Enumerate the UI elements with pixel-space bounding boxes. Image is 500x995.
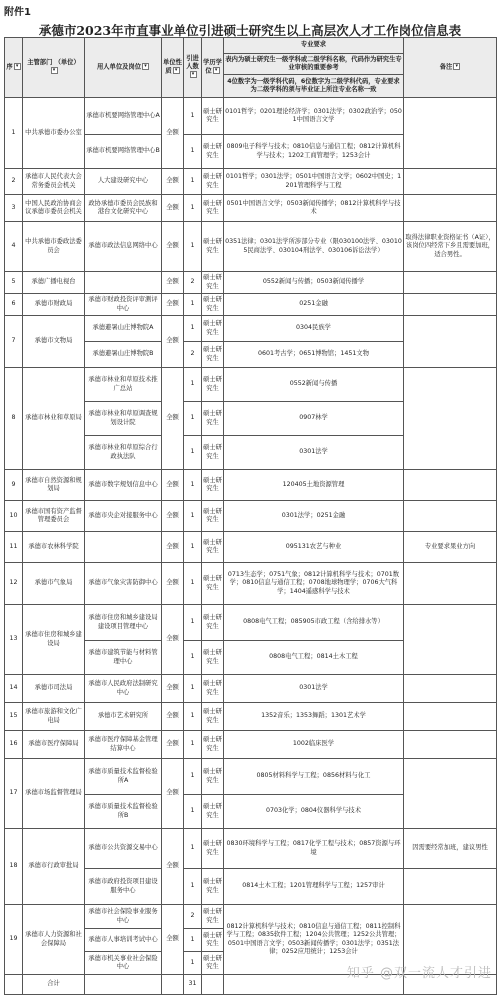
cell-degree: 硕士研究生 xyxy=(202,316,224,342)
cell-unit: 承德市机关事业社会保险中心 xyxy=(85,952,162,975)
cell-unit: 承德市林业和草原综合行政执法队 xyxy=(85,436,162,470)
cell-seq: 11 xyxy=(5,532,23,563)
cell-dept: 承德广播电视台 xyxy=(23,272,85,294)
cell-unit: 承德市质量技术监督检验所A xyxy=(85,759,162,795)
total-degree xyxy=(202,975,224,995)
cell-unit: 承德市质量技术监督检验所B xyxy=(85,795,162,829)
cell-count: 1 xyxy=(184,605,202,641)
cell-unit: 人大建设研究中心 xyxy=(85,169,162,195)
cell-count: 1 xyxy=(184,795,202,829)
cell-count: 1 xyxy=(184,563,202,605)
cell-requirement: 0809电子科学与技术；0810信息与通信工程；0812计算机科学与技术；1202工商管理学；1253会计 xyxy=(224,135,404,169)
cell-unit: 承德市央企对接服务中心 xyxy=(85,501,162,532)
cell-seq: 3 xyxy=(5,195,23,222)
cell-seq: 2 xyxy=(5,169,23,195)
cell-nature: 全额 xyxy=(162,222,184,272)
total-unit xyxy=(85,975,162,995)
cell-unit: 承德市气象灾害防御中心 xyxy=(85,563,162,605)
cell-nature: 全额 xyxy=(162,731,184,759)
cell-unit: 承德市数字规划信息中心 xyxy=(85,470,162,501)
cell-remark xyxy=(404,470,497,501)
cell-nature: 全额 xyxy=(162,759,184,829)
cell-unit: 承德市林业和草原调查规划设计院 xyxy=(85,402,162,436)
cell-remark xyxy=(404,501,497,532)
cell-unit: 承德市医疗保障基金管理结算中心 xyxy=(85,731,162,759)
cell-dept: 承德市自然资源和规划局 xyxy=(23,470,85,501)
cell-degree: 硕士研究生 xyxy=(202,222,224,272)
cell-requirement: 0301法学 xyxy=(224,436,404,470)
cell-degree: 硕士研究生 xyxy=(202,605,224,641)
cell-unit: 承德市人事培训考试中心 xyxy=(85,929,162,952)
cell-nature: 全额 xyxy=(162,703,184,731)
cell-remark xyxy=(404,98,497,169)
cell-remark xyxy=(404,759,497,829)
cell-unit: 承德市社会保险事业服务中心 xyxy=(85,905,162,929)
cell-remark xyxy=(404,675,497,703)
cell-seq: 5 xyxy=(5,272,23,294)
cell-requirement: 0101哲学；0301法学；0501中国语言文学；0602中国史；1201管理科学与工程 xyxy=(224,169,404,195)
cell-degree: 硕士研究生 xyxy=(202,731,224,759)
cell-dept: 承德市林业和草原局 xyxy=(23,368,85,470)
cell-unit xyxy=(85,532,162,563)
cell-dept: 中共承德市委办公室 xyxy=(23,98,85,169)
header-degree: 学历学位 ▾ xyxy=(202,38,224,98)
cell-unit: 承德市政法信息网络中心 xyxy=(85,222,162,272)
cell-unit: 承德避暑山庄博物院B xyxy=(85,342,162,368)
cell-remark xyxy=(404,703,497,731)
cell-dept: 承德市场监督管理局 xyxy=(23,759,85,829)
cell-degree: 硕士研究生 xyxy=(202,675,224,703)
cell-requirement: 0814土木工程；1201管理科学与工程；1257审计 xyxy=(224,869,404,905)
cell-degree: 硕士研究生 xyxy=(202,869,224,905)
cell-remark xyxy=(404,195,497,222)
cell-degree: 硕士研究生 xyxy=(202,829,224,869)
cell-remark xyxy=(404,294,497,316)
cell-requirement: 0304民族学 xyxy=(224,316,404,342)
cell-requirement: 0907林学 xyxy=(224,402,404,436)
cell-dept: 承德市人民代表大会常务委员会机关 xyxy=(23,169,85,195)
cell-seq: 1 xyxy=(5,98,23,169)
cell-requirement: 0552新闻与传播；0503新闻传播学 xyxy=(224,272,404,294)
cell-requirement: 0552新闻与传播 xyxy=(224,368,404,402)
cell-count: 1 xyxy=(184,222,202,272)
cell-unit: 承德避暑山庄博物院A xyxy=(85,316,162,342)
cell-unit: 承德市艺术研究所 xyxy=(85,703,162,731)
cell-dept: 承德市国有资产监督管理委员会 xyxy=(23,501,85,532)
cell-nature: 全额 xyxy=(162,905,184,975)
cell-requirement: 0808电气工程；0814土木工程 xyxy=(224,641,404,675)
cell-remark xyxy=(404,563,497,605)
cell-requirement: 0703化学；0804仪器科学与技术 xyxy=(224,795,404,829)
cell-nature: 全额 xyxy=(162,195,184,222)
cell-degree: 硕士研究生 xyxy=(202,532,224,563)
cell-count: 1 xyxy=(184,169,202,195)
header-req-note-b: 4位数字为一级学科代码，6位数字为二级学科代码，专业要求为二级学科的须与毕业证上所注专业名称一致 xyxy=(224,75,404,98)
cell-count: 1 xyxy=(184,501,202,532)
cell-count: 1 xyxy=(184,436,202,470)
cell-degree: 硕士研究生 xyxy=(202,759,224,795)
cell-nature: 全额 xyxy=(162,605,184,675)
cell-degree: 硕士研究生 xyxy=(202,272,224,294)
cell-dept: 承德市行政审批局 xyxy=(23,829,85,905)
cell-unit xyxy=(85,272,162,294)
cell-count: 1 xyxy=(184,641,202,675)
cell-unit: 承德市公共资源交易中心 xyxy=(85,829,162,869)
cell-degree: 硕士研究生 xyxy=(202,795,224,829)
cell-nature: 全额 xyxy=(162,169,184,195)
cell-degree: 硕士研究生 xyxy=(202,470,224,501)
header-seq: 序 ▾ xyxy=(5,38,23,98)
cell-count: 1 xyxy=(184,731,202,759)
cell-seq: 10 xyxy=(5,501,23,532)
cell-degree: 硕士研究生 xyxy=(202,195,224,222)
cell-seq: 15 xyxy=(5,703,23,731)
cell-unit: 承德市住房和城乡建设局建设项目管理中心 xyxy=(85,605,162,641)
cell-nature: 全额 xyxy=(162,316,184,368)
cell-requirement: 0351法律；0301法学所涉部分专业（限030100法学、030105民商法学、030104刑法学、030106诉讼法学） xyxy=(224,222,404,272)
cell-seq: 18 xyxy=(5,829,23,905)
cell-nature: 全额 xyxy=(162,98,184,169)
cell-nature: 全额 xyxy=(162,563,184,605)
cell-count: 1 xyxy=(184,294,202,316)
cell-degree: 硕士研究生 xyxy=(202,501,224,532)
cell-requirement: 0812计算机科学与技术；0810信息与通信工程；0811控制科学与工程；0835软件工程；1204公共管理；1252公共管理；0501中国语言文学；0503新闻传播学；0301法学；0351法律；0252应用统计；1253会计 xyxy=(224,905,404,975)
cell-seq: 16 xyxy=(5,731,23,759)
cell-count: 1 xyxy=(184,135,202,169)
cell-degree: 硕士研究生 xyxy=(202,98,224,135)
cell-unit: 承德市人民政府法制研究中心 xyxy=(85,675,162,703)
cell-count: 1 xyxy=(184,929,202,952)
header-nature: 单位性质 ▾ xyxy=(162,38,184,98)
cell-requirement: 0805材料科学与工程；0856材料与化工 xyxy=(224,759,404,795)
cell-requirement: 0830环境科学与工程；0817化学工程与技术；0857资源与环境 xyxy=(224,829,404,869)
cell-count: 1 xyxy=(184,675,202,703)
cell-nature: 全额 xyxy=(162,470,184,501)
cell-seq: 14 xyxy=(5,675,23,703)
cell-degree: 硕士研究生 xyxy=(202,929,224,952)
cell-requirement: 0713生态学；0751气象；0812计算机科学与技术；0701数学；0810信息与通信工程；0708地球物理学；0706大气科学；1404遥感科学与技术 xyxy=(224,563,404,605)
header-count: 引进人数▾ xyxy=(184,38,202,98)
cell-dept: 承德市气象局 xyxy=(23,563,85,605)
cell-degree: 硕士研究生 xyxy=(202,952,224,975)
cell-degree: 硕士研究生 xyxy=(202,436,224,470)
cell-count: 1 xyxy=(184,98,202,135)
cell-degree: 硕士研究生 xyxy=(202,294,224,316)
cell-unit: 政协承德市委员会民族和港台文化研究中心 xyxy=(85,195,162,222)
cell-seq: 19 xyxy=(5,905,23,975)
cell-nature: 全额 xyxy=(162,532,184,563)
cell-remark xyxy=(404,169,497,195)
cell-seq: 6 xyxy=(5,294,23,316)
cell-seq: 9 xyxy=(5,470,23,501)
cell-dept: 承德市住房和城乡建设局 xyxy=(23,605,85,675)
cell-remark: 专业要求果业方向 xyxy=(404,532,497,563)
cell-degree: 硕士研究生 xyxy=(202,342,224,368)
cell-seq: 13 xyxy=(5,605,23,675)
cell-unit: 承德市政府投资项目建设服务中心 xyxy=(85,869,162,905)
cell-unit: 承德市财政投资评审测评中心 xyxy=(85,294,162,316)
cell-dept: 承德市医疗保障局 xyxy=(23,731,85,759)
cell-count: 1 xyxy=(184,368,202,402)
cell-unit: 承德市机要网络管理中心B xyxy=(85,135,162,169)
header-dept: 主管部门 （单位）▾ xyxy=(23,38,85,98)
positions-table xyxy=(4,37,497,995)
cell-degree: 硕士研究生 xyxy=(202,703,224,731)
watermark: 知乎 @双一流人才引进 xyxy=(346,966,492,981)
total-nature xyxy=(162,975,184,995)
cell-dept: 承德市司法局 xyxy=(23,675,85,703)
cell-degree: 硕士研究生 xyxy=(202,135,224,169)
cell-remark xyxy=(404,869,497,905)
cell-remark: 取得法律职业资格证书（A证），该岗位四经常下乡且需要加班，适合男性。 xyxy=(404,222,497,272)
cell-nature: 全额 xyxy=(162,829,184,905)
cell-count: 1 xyxy=(184,869,202,905)
cell-requirement: 0301法学 xyxy=(224,675,404,703)
cell-count: 1 xyxy=(184,703,202,731)
cell-unit: 承德市建筑节能与材料管理中心 xyxy=(85,641,162,675)
cell-count: 1 xyxy=(184,316,202,342)
cell-remark xyxy=(404,316,497,368)
total-label: 合计 xyxy=(23,975,85,995)
cell-degree: 硕士研究生 xyxy=(202,402,224,436)
cell-count: 1 xyxy=(184,470,202,501)
cell-remark xyxy=(404,368,497,470)
cell-count: 2 xyxy=(184,272,202,294)
header-req-note-a: 表内为硕士研究生一级学科或二级学科名称，代码作为研究生专业审核的重要参考 xyxy=(224,54,404,75)
header-unit: 用人单位及岗位 ▾ xyxy=(85,38,162,98)
cell-dept: 中国人民政治协商会议承德市委员会机关 xyxy=(23,195,85,222)
cell-nature: 全额 xyxy=(162,368,184,470)
cell-remark xyxy=(404,272,497,294)
cell-count: 1 xyxy=(184,532,202,563)
cell-requirement: 0101哲学；0201理论经济学；0301法学；0302政治学；0501中国语言文学 xyxy=(224,98,404,135)
cell-remark xyxy=(404,605,497,675)
cell-nature: 全额 xyxy=(162,272,184,294)
cell-requirement: 1002临床医学 xyxy=(224,731,404,759)
cell-seq: 7 xyxy=(5,316,23,368)
cell-remark xyxy=(404,731,497,759)
cell-seq: 17 xyxy=(5,759,23,829)
cell-requirement: 095131农艺与种业 xyxy=(224,532,404,563)
cell-count: 1 xyxy=(184,402,202,436)
cell-count: 2 xyxy=(184,905,202,929)
cell-degree: 硕士研究生 xyxy=(202,905,224,929)
total-count: 31 xyxy=(184,975,202,995)
cell-degree: 硕士研究生 xyxy=(202,368,224,402)
cell-count: 2 xyxy=(184,342,202,368)
cell-nature: 全额 xyxy=(162,294,184,316)
cell-dept: 承德市财政局 xyxy=(23,294,85,316)
cell-requirement: 0251金融 xyxy=(224,294,404,316)
cell-degree: 硕士研究生 xyxy=(202,563,224,605)
cell-seq: 4 xyxy=(5,222,23,272)
cell-nature: 全额 xyxy=(162,675,184,703)
cell-requirement: 0601考古学；0651博物馆；1451文物 xyxy=(224,342,404,368)
cell-requirement: 0501中国语言文学；0503新闻传播学；0812计算机科学与技术 xyxy=(224,195,404,222)
cell-dept: 承德市文物局 xyxy=(23,316,85,368)
cell-dept: 承德市人力资源和社会保障局 xyxy=(23,905,85,975)
cell-requirement: 120405土地资源管理 xyxy=(224,470,404,501)
cell-unit: 承德市林业和草原技术推广总站 xyxy=(85,368,162,402)
cell-count: 1 xyxy=(184,195,202,222)
header-requirements: 专业要求 xyxy=(224,38,404,54)
document-title: 承德市2023年市直事业单位引进硕士研究生以上高层次人才工作岗位信息表 xyxy=(38,23,462,38)
attachment-label: 附件1 xyxy=(4,7,31,18)
cell-remark: 因需要经常加班，建议男性 xyxy=(404,829,497,869)
cell-degree: 硕士研究生 xyxy=(202,641,224,675)
cell-dept: 承德市农林科学院 xyxy=(23,532,85,563)
cell-count: 1 xyxy=(184,759,202,795)
header-remark: 备注 ▾ xyxy=(404,38,497,98)
cell-seq: 8 xyxy=(5,368,23,470)
cell-dept: 承德市旅游和文化广电局 xyxy=(23,703,85,731)
cell-requirement: 1352音乐；1353舞蹈；1301艺术学 xyxy=(224,703,404,731)
cell-count: 1 xyxy=(184,829,202,869)
total-seq xyxy=(5,975,23,995)
cell-seq: 12 xyxy=(5,563,23,605)
cell-nature: 全额 xyxy=(162,501,184,532)
cell-count: 1 xyxy=(184,952,202,975)
cell-dept: 中共承德市委政法委员会 xyxy=(23,222,85,272)
cell-requirement: 0808电气工程；085905市政工程（含给排水等） xyxy=(224,605,404,641)
cell-degree: 硕士研究生 xyxy=(202,169,224,195)
cell-unit: 承德市机要网络管理中心A xyxy=(85,98,162,135)
cell-requirement: 0301法学；0251金融 xyxy=(224,501,404,532)
